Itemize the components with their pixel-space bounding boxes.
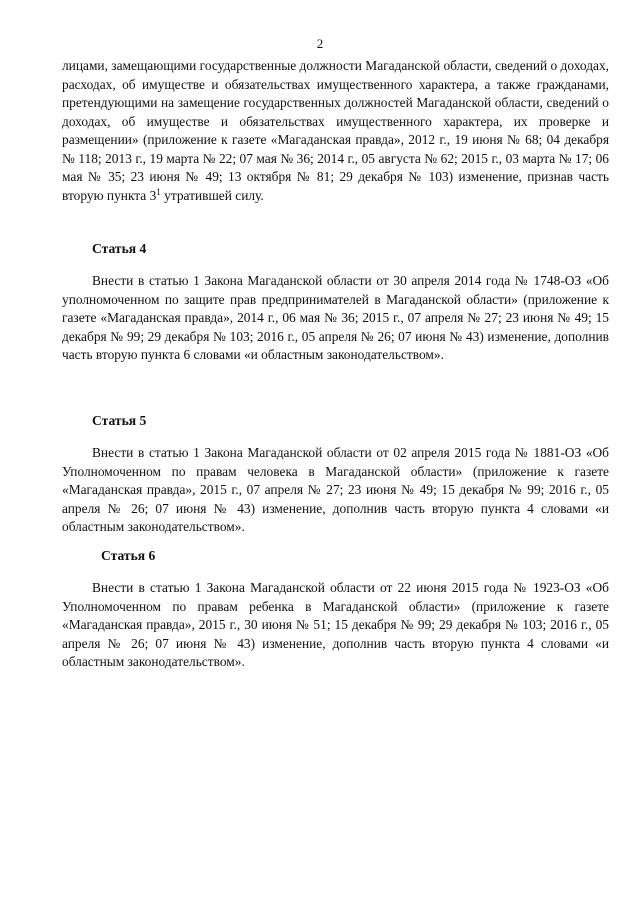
intro-paragraph — [62, 57, 609, 205]
article-6-text: Внести в статью 1 Закона Магаданской области от 22 июня 2015 года № 1923-ОЗ «Об Уполномоченном по правам ребенка в Магаданской области» (приложение к газете «Магаданская правда», 2015 г., 30 июня № 51; 15 декабря № 99; 29 декабря № 103; 2016 г., 05 апреля № 26; 07 июня № 43) изменение, дополнив часть вторую пункта 4 словами «и областным законодательством». — [62, 580, 609, 669]
article-6-title: Статья 6 — [101, 548, 156, 563]
intro-superscript: 1 — [156, 186, 161, 197]
article-5-text: Внести в статью 1 Закона Магаданской области от 02 апреля 2015 года № 1881-ОЗ «Об Уполномоченном по правам человека в Магаданской области» (приложение к газете «Магаданская правда», 2015 г., 07 апреля № 27; 23 июня № 49; 15 декабря № 99; 2016 г., 05 апреля № 26; 07 июня № 43) изменение, дополнив часть вторую пункта 4 словами «и областным законодательством». — [62, 445, 609, 534]
page-number: 2 — [316, 36, 324, 51]
intro-text: лицами, замещающими государственные должности Магаданской области, сведений о доходах, расходах, об имуществе и обязательствах имущественного характера, а также гражданами, претендующими на замещение государственных должностей Магаданской области, сведений о доходах, об имуществе и обязательствах имущественного характера, их проверке и размещении» (приложение к газете «Магаданская правда», 2012 г., 19 июня № 68; 04 декабря № 118; 2013 г., 19 марта № 22; 07 мая № 36; 2014 г., 05 августа № 62; 2015 г., 03 марта № 17; 06 мая № 35; 23 июня № 49; 13 октября № 81; 29 декабря № 103) изменение, признав часть вторую пункта 3 — [62, 58, 610, 203]
article-4-title: Статья 4 — [92, 241, 147, 256]
intro-text-end: утратившей силу. — [160, 187, 264, 203]
article-5-title: Статья 5 — [92, 413, 147, 428]
article-4-text: Внести в статью 1 Закона Магаданской области от 30 апреля 2014 года № 1748-ОЗ «Об уполномоченном по защите прав предпринимателей в Магаданской области» (приложение к газете «Магаданская правда», 2014 г., 06 мая № 36; 2015 г., 07 апреля № 27; 23 июня № 49; 15 декабря № 99; 29 декабря № 103; 2016 г., 05 апреля № 26; 07 июня № 43) изменение, дополнив часть вторую пункта 6 словами «и областным законодательством». — [62, 273, 609, 362]
